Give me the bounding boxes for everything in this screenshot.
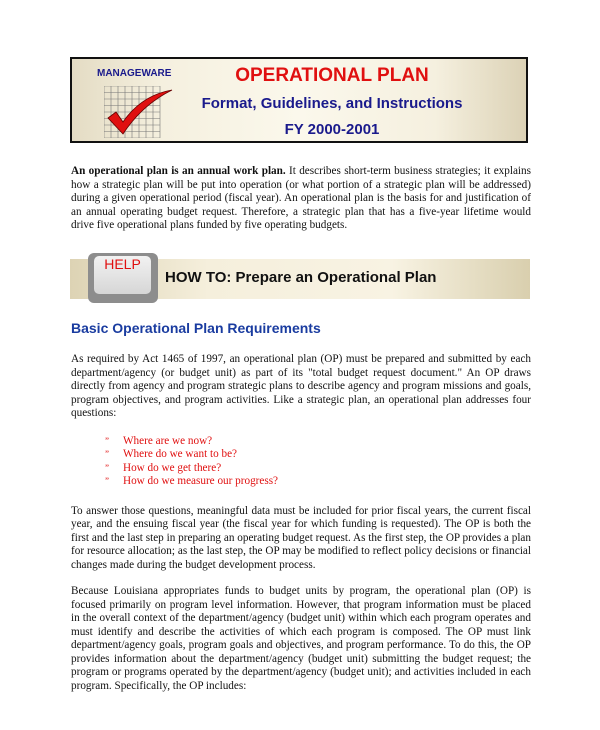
list-item: ” How do we get there? [105,461,222,474]
bullet-icon: ” [105,435,109,446]
list-item: ” How do we measure our progress? [105,475,279,487]
paragraph-3: Because Louisiana appropriates funds to budget units by program, the operational plan (OP) is focused primarily on program level information. However, that program information must be placed in the overall context of the department/agency (budget unit) within which each program operates and must identify and describe the activities of which each program is composed. The OP must link department/agency goals, program goals and objectives, and program performance. To do this, the OP provides information about the department/agency (budget unit) submitting the budget request; the program or programs operated by the department/agency (budget unit); and activities included in each program. Specifically, the OP includes: [71,585,531,692]
paragraph-1: As required by Act 1465 of 1997, an operational plan (OP) must be prepared and submitted by each department/agency (or budget unit) as part of its "total budget request document." An OP draws directly from agency and program strategic plans to describe agency and program missions and goals, program objectives, and program activities. Like a strategic plan, an operational plan addresses four questions: [71,353,531,419]
brand-name: MANAGEWARE [97,68,172,79]
fiscal-year: FY 2000-2001 [284,121,380,138]
paragraph-2: To answer those questions, meaningful data must be included for prior fiscal years, the current fiscal year, and the ensuing fiscal year (the fiscal year for which funding is requested). The OP is both the first and the last step in preparing an operating budget request. As the first step, the OP provides a plan for resource allocation; as the last step, the OP may be modified to reflect policy decisions or financial changes made during the budget development process. [71,504,531,571]
question-list [105,435,531,489]
intro-text: It describes short-term business strategies; it explains how a strategic plan will be put into operation (or what portion of a strategic plan will be addressed) during a given operational period (fiscal year). An operational plan is the basis for and justification of an annual operating budget request. Therefore, a strategic plan that has a five-year lifetime would drive five operational plans funded by five operating budgets. [71,165,531,231]
list-item: ” Where are we now? [105,434,213,447]
requirements-section [71,0,531,701]
bullet-icon: ” [105,449,109,459]
howto-title: HOW TO: Prepare an Operational Plan [165,269,437,286]
bullet-icon: ” [105,476,109,486]
document-subtitle: Format, Guidelines, and Instructions [201,95,463,112]
list-item: ” Where do we want to be? [105,448,237,460]
help-key-label: HELP [94,256,151,294]
bullet-icon: ” [105,462,109,473]
intro-lead: An operational plan is an annual work plan. [71,165,286,177]
section-heading: Basic Operational Plan Requirements [71,320,321,336]
document-title: OPERATIONAL PLAN [235,65,429,86]
